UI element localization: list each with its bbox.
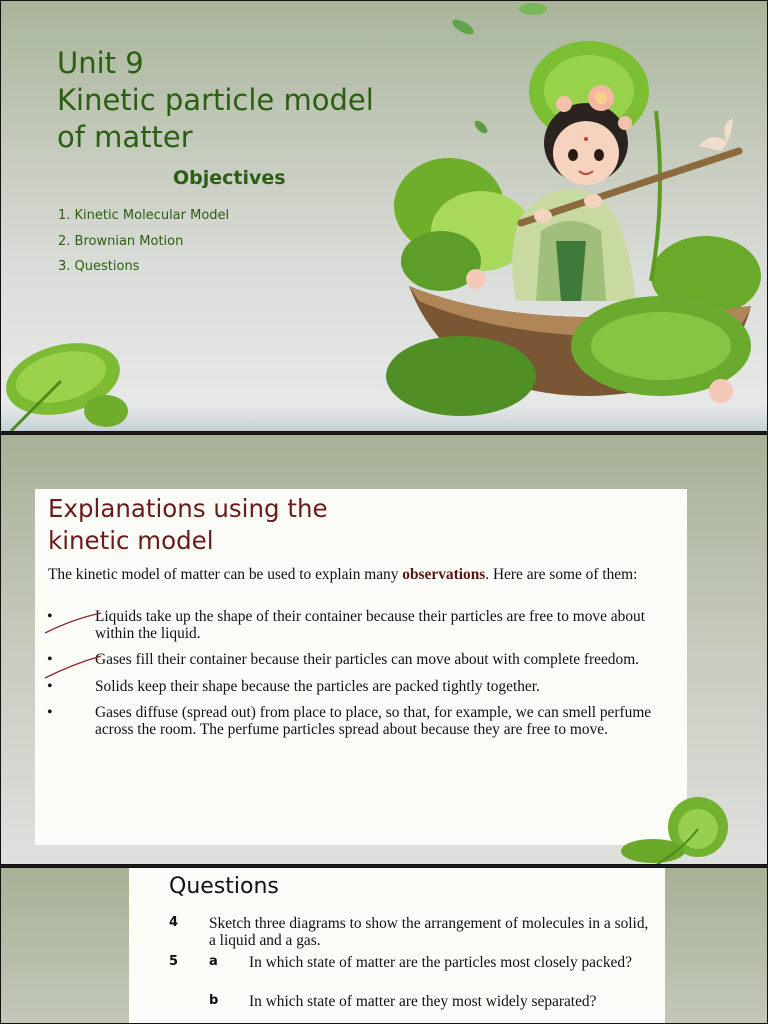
explanations-slide: [0, 434, 768, 865]
question-part-letter: b: [209, 993, 219, 1008]
title-line-1: Unit 9: [57, 46, 144, 80]
excerpt-heading: [48, 493, 648, 557]
lotus-leaf-illustration: [613, 789, 733, 865]
intro-text-end: . Here are some of them:: [485, 566, 638, 583]
bullet-icon: •: [47, 608, 53, 625]
list-item: [43, 679, 673, 696]
intro-text: The kinetic model of matter can be used to explain many: [48, 566, 403, 583]
title-line-3: of matter: [57, 120, 193, 154]
bullet-text: Gases diffuse (spread out) from place to place, so that, for example, we can smell perfume across the room. The perfume particles spread about because they are free to move.: [95, 704, 652, 738]
heading-line-2: kinetic model: [48, 526, 214, 555]
bullet-icon: •: [47, 677, 53, 695]
question-text: In which state of matter are they most widely separated?: [249, 993, 597, 1010]
slide-title: [57, 45, 437, 156]
objective-item: 1. Kinetic Molecular Model: [58, 208, 230, 223]
questions-slide: [0, 867, 768, 1024]
title-slide: [0, 0, 768, 432]
objectives-list: [58, 203, 229, 280]
question-text: In which state of matter are the particles most closely packed?: [249, 954, 632, 971]
heading-line-1: Explanations using the: [48, 494, 328, 523]
question-part-letter: a: [209, 954, 218, 969]
bullet-text: Solids keep their shape because the particles are packed tightly together.: [95, 677, 540, 695]
bullet-icon: •: [47, 704, 53, 721]
title-line-2: Kinetic particle model: [57, 83, 374, 117]
intro-bold-term: observations: [402, 566, 486, 583]
list-item: [43, 652, 673, 669]
objectives-heading: Objectives: [173, 167, 286, 189]
bullet-text: Liquids take up the shape of their container because their particles are free to move about within the liquid.: [95, 608, 645, 642]
intro-paragraph: [48, 566, 668, 583]
objective-item: 2. Brownian Motion: [58, 233, 184, 249]
list-item: [43, 609, 673, 642]
question-text: Sketch three diagrams to show the arrangement of molecules in a solid, a liquid and a gas.: [209, 915, 649, 949]
girl-in-boat-illustration: [381, 1, 768, 432]
bullet-icon: •: [47, 651, 53, 668]
observations-list: [43, 609, 673, 748]
list-item: [43, 705, 673, 738]
bullet-text: Gases fill their container because their particles can move about with complete freedom.: [95, 651, 640, 668]
lotus-leaf-illustration: [1, 331, 141, 432]
textbook-excerpt: [35, 489, 687, 845]
questions-heading: Questions: [169, 874, 279, 899]
question-number: 4: [169, 915, 179, 930]
questions-excerpt: [129, 868, 665, 1024]
question-number: 5: [169, 954, 179, 969]
objective-item: 3. Questions: [58, 259, 140, 274]
